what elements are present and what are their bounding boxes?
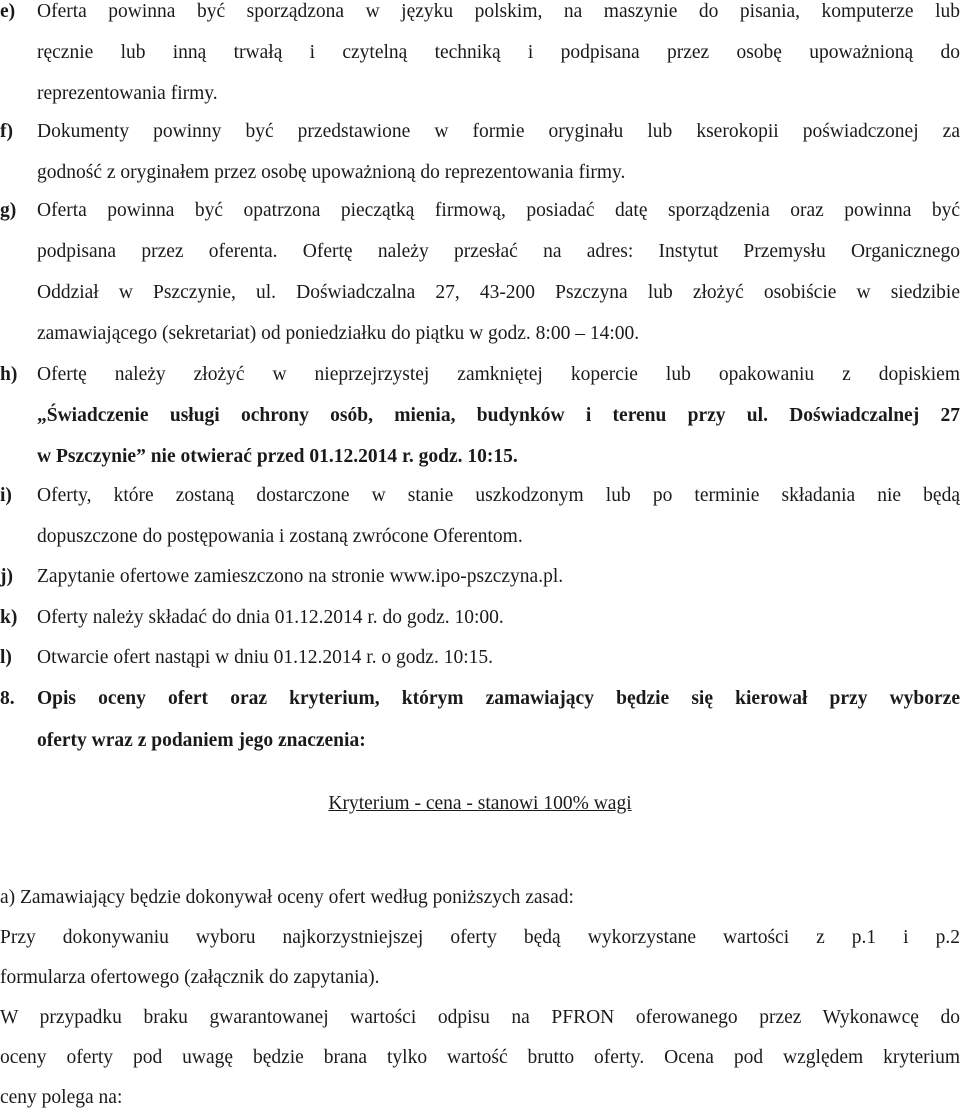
item-e (0, 0, 960, 114)
item-text-line: Oferty, które zostaną dostarczone w stanie uszkodzonym lub po terminie składania nie będą (37, 485, 960, 506)
item-label: g) (0, 200, 17, 221)
section-heading-line: oferty wraz z podaniem jego znaczenia: (37, 730, 366, 751)
paragraph-line: a) Zamawiający będzie dokonywał oceny ofert według poniższych zasad: (0, 887, 574, 908)
item-text-line: reprezentowania firmy. (37, 83, 218, 104)
paragraph-line: Przy dokonywaniu wyboru najkorzystniejszej oferty będą wykorzystane wartości z p.1 i p.2 (0, 927, 960, 948)
item-label: i) (0, 485, 12, 506)
item-text-line: Zapytanie ofertowe zamieszczono na stronie www.ipo-pszczyna.pl. (37, 566, 564, 587)
item-text-line: Dokumenty powinny być przedstawione w formie oryginału lub kserokopii poświadczonej za (37, 121, 960, 142)
item-g (0, 190, 960, 354)
item-i (0, 475, 960, 557)
item-label: k) (0, 607, 18, 628)
item-label: e) (0, 1, 16, 22)
section-heading-line: Opis oceny ofert oraz kryterium, którym zamawiający będzie się kierował przy wyborze (37, 688, 960, 709)
item-text-line: Ofertę należy złożyć w nieprzejrzystej zamkniętej kopercie lub opakowaniu z dopiskiem (37, 364, 960, 385)
item-text-line: Oddział w Pszczynie, ul. Doświadczalna 27, 43-200 Pszczyna lub złożyć osobiście w siedzibie (37, 282, 960, 303)
item-text-line: ręcznie lub inną trwałą i czytelną techniką i podpisana przez osobę upoważnioną do (37, 42, 960, 63)
paragraph-line: oceny oferty pod uwagę będzie brana tylko wartość brutto oferty. Ocena pod względem kryterium (0, 1047, 960, 1068)
item-text-line: dopuszczone do postępowania i zostaną zwrócone Oferentom. (37, 526, 523, 547)
item-j (0, 556, 960, 597)
item-text-line-bold: w Pszczynie” nie otwierać przed 01.12.2014 r. godz. 10:15. (37, 446, 518, 467)
criterion-title: Kryterium - cena - stanowi 100% wagi (328, 793, 632, 814)
section-number: 8. (0, 688, 15, 709)
paragraph-a (0, 878, 960, 918)
item-text-line: podpisana przez oferenta. Ofertę należy przesłać na adres: Instytut Przemysłu Organicznego (37, 241, 960, 262)
item-text-line: Oferty należy składać do dnia 01.12.2014 r. do godz. 10:00. (37, 607, 504, 628)
item-label: f) (0, 121, 13, 142)
item-label: h) (0, 364, 18, 385)
paragraph-pfron (0, 998, 960, 1118)
section-heading (0, 678, 960, 762)
item-text-line-bold: „Świadczenie usługi ochrony osób, mienia, budynków i terenu przy ul. Doświadczalnej 27 (37, 405, 960, 426)
item-f (0, 111, 960, 193)
item-label: j) (0, 566, 13, 587)
item-text-line: Oferta powinna być sporządzona w języku polskim, na maszynie do pisania, komputerze lub (37, 1, 960, 22)
paragraph-values (0, 918, 960, 998)
paragraph-line: W przypadku braku gwarantowanej wartości odpisu na PFRON oferowanego przez Wykonawcę do (0, 1007, 960, 1028)
item-text-line: zamawiającego (sekretariat) od poniedziałku do piątku w godz. 8:00 – 14:00. (37, 323, 640, 344)
item-h (0, 354, 960, 477)
item-l (0, 637, 960, 678)
item-label: l) (0, 647, 12, 668)
item-text-line: Otwarcie ofert nastąpi w dniu 01.12.2014 r. o godz. 10:15. (37, 647, 493, 668)
item-k (0, 597, 960, 638)
paragraph-line: ceny polega na: (0, 1087, 123, 1108)
item-text-line: Oferta powinna być opatrzona pieczątką firmową, posiadać datę sporządzenia oraz powinna być (37, 200, 960, 221)
paragraph-line: formularza ofertowego (załącznik do zapytania). (0, 967, 380, 988)
item-text-line: godność z oryginałem przez osobę upoważnioną do reprezentowania firmy. (37, 162, 626, 183)
